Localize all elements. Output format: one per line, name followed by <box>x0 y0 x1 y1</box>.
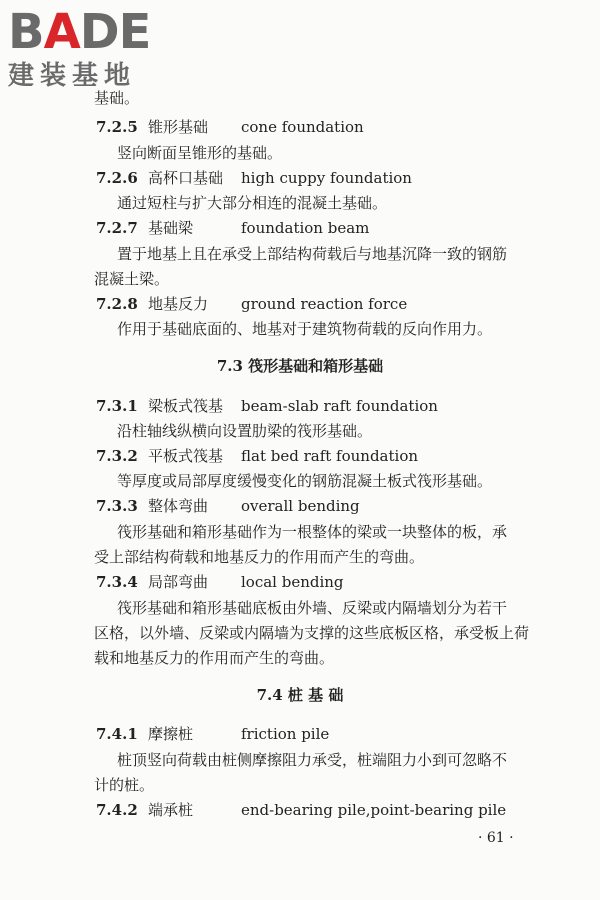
section-heading-7-3: 7.3 筏形基础和箱形基础 <box>216 357 384 375</box>
term-7-2-5: 7.2.5 锥形基础 cone foundation <box>96 118 364 136</box>
bade-logo <box>8 4 178 94</box>
term-7-3-3: 7.3.3 整体弯曲 overall bending <box>96 497 360 515</box>
term-7-3-4: 7.3.4 局部弯曲 local bending <box>96 573 344 591</box>
definition-7-4-1-cont: 计的桩。 <box>94 776 155 794</box>
definition-7-2-6: 通过短柱与扩大部分相连的混凝土基础。 <box>117 194 388 212</box>
text-line: 基础。 <box>94 89 140 107</box>
term-7-4-1: 7.4.1 摩擦桩 friction pile <box>96 725 330 743</box>
term-7-2-8: 7.2.8 地基反力 ground reaction force <box>96 295 408 313</box>
logo-wordmark: BADE <box>8 4 151 60</box>
definition-7-3-3: 筏形基础和箱形基础作为一根整体的梁或一块整体的板，承 <box>117 523 508 541</box>
term-7-2-6: 7.2.6 高杯口基础 high cuppy foundation <box>96 169 412 187</box>
definition-7-3-4: 筏形基础和箱形基础底板由外墙、反梁或内隔墙划分为若干 <box>117 599 508 617</box>
definition-7-2-5: 竖向断面呈锥形的基础。 <box>117 144 283 162</box>
definition-7-2-7: 置于地基上且在承受上部结构荷载后与地基沉降一致的钢筋 <box>117 245 508 263</box>
section-heading-7-4: 7.4 桩 基 础 <box>256 686 344 704</box>
definition-7-3-4-cont: 区格，以外墙、反梁或内隔墙为支撑的这些底板区格，承受板上荷 <box>94 624 530 642</box>
page-number: · 61 · <box>478 830 514 846</box>
definition-7-2-8: 作用于基础底面的、地基对于建筑物荷载的反向作用力。 <box>117 320 493 338</box>
term-7-3-2: 7.3.2 平板式筏基 flat bed raft foundation <box>96 447 419 465</box>
definition-7-3-2: 等厚度或局部厚度缓慢变化的钢筋混凝土板式筏形基础。 <box>117 472 493 490</box>
term-7-2-7: 7.2.7 基础梁 foundation beam <box>96 219 370 237</box>
definition-7-3-1: 沿柱轴线纵横向设置肋梁的筏形基础。 <box>117 422 373 440</box>
term-7-4-2: 7.4.2 端承桩 end-bearing pile,point-bearing pile <box>96 801 507 819</box>
definition-7-4-1: 桩顶竖向荷载由桩侧摩擦阻力承受，桩端阻力小到可忽略不 <box>117 751 508 769</box>
term-7-3-1: 7.3.1 梁板式筏基 beam-slab raft foundation <box>96 397 438 415</box>
definition-7-2-7-cont: 混凝土梁。 <box>94 270 170 288</box>
definition-7-3-3-cont: 受上部结构荷载和地基反力的作用而产生的弯曲。 <box>94 548 425 566</box>
definition-7-3-4-cont2: 载和地基反力的作用而产生的弯曲。 <box>94 649 335 667</box>
logo-subtitle: 建装基地 <box>8 61 137 91</box>
